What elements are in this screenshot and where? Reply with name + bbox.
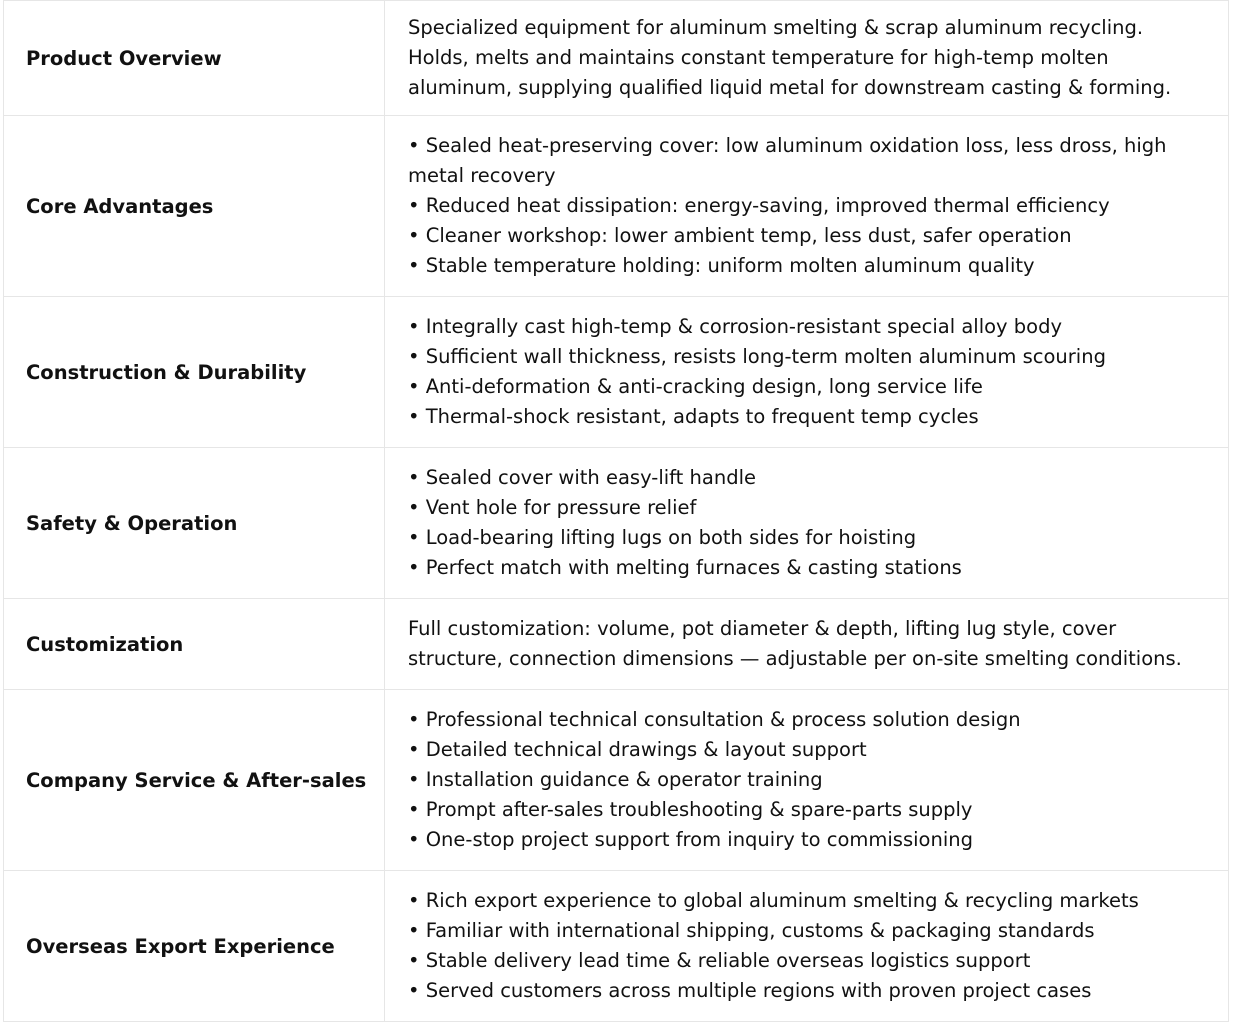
table-row <box>4 297 1229 448</box>
bullet-item: • Stable temperature holding: uniform molten aluminum quality <box>408 254 1035 277</box>
row-value <box>385 297 1229 448</box>
bullet-item: • Sealed cover with easy-lift handle <box>408 466 756 489</box>
row-value <box>385 599 1229 690</box>
bullet-item: • Load-bearing lifting lugs on both sides for hoisting <box>408 526 917 549</box>
bullet-item: • Cleaner workshop: lower ambient temp, less dust, safer operation <box>408 224 1072 247</box>
bullet-item: • Perfect match with melting furnaces & casting stations <box>408 556 962 579</box>
bullet-item: • Thermal-shock resistant, adapts to frequent temp cycles <box>408 405 979 428</box>
bullet-item: • Rich export experience to global aluminum smelting & recycling markets <box>408 889 1139 912</box>
bullet-item: • Familiar with international shipping, customs & packaging standards <box>408 919 1095 942</box>
row-value <box>385 116 1229 297</box>
bullet-item: • Prompt after-sales troubleshooting & spare-parts supply <box>408 798 973 821</box>
value-line: Specialized equipment for aluminum smelting & scrap aluminum recycling. Holds, melts and maintains constant temperature for high-temp molten aluminum, supplying qualified liquid metal for downstream casting & forming. <box>408 16 1172 99</box>
row-label: Construction & Durability <box>4 297 385 448</box>
row-label: Product Overview <box>4 1 385 116</box>
table-row <box>4 448 1229 599</box>
table-row <box>4 116 1229 297</box>
bullet-item: • Installation guidance & operator training <box>408 768 823 791</box>
bullet-item: • Reduced heat dissipation: energy-saving, improved thermal efficiency <box>408 194 1110 217</box>
table-row <box>4 599 1229 690</box>
bullet-item: • Anti-deformation & anti-cracking design, long service life <box>408 375 983 398</box>
bullet-item: • Vent hole for pressure relief <box>408 496 697 519</box>
value-line: Full customization: volume, pot diameter & depth, lifting lug style, cover structure, connection dimensions — adjustable per on-site smelting conditions. <box>408 617 1182 670</box>
bullet-item: • Sufficient wall thickness, resists long-term molten aluminum scouring <box>408 345 1106 368</box>
table-row <box>4 1 1229 116</box>
row-value <box>385 871 1229 1022</box>
row-value <box>385 690 1229 871</box>
row-label: Core Advantages <box>4 116 385 297</box>
spec-table <box>3 0 1229 1022</box>
row-label: Overseas Export Experience <box>4 871 385 1022</box>
bullet-item: • Sealed heat-preserving cover: low aluminum oxidation loss, less dross, high metal recovery <box>408 134 1167 187</box>
table-row <box>4 690 1229 871</box>
row-label: Customization <box>4 599 385 690</box>
bullet-item: • One-stop project support from inquiry to commissioning <box>408 828 973 851</box>
row-value <box>385 448 1229 599</box>
bullet-item: • Stable delivery lead time & reliable overseas logistics support <box>408 949 1031 972</box>
bullet-item: • Detailed technical drawings & layout support <box>408 738 867 761</box>
row-label: Company Service & After-sales <box>4 690 385 871</box>
row-value <box>385 1 1229 116</box>
row-label: Safety & Operation <box>4 448 385 599</box>
bullet-item: • Integrally cast high-temp & corrosion-resistant special alloy body <box>408 315 1063 338</box>
table-row <box>4 871 1229 1022</box>
bullet-item: • Professional technical consultation & process solution design <box>408 708 1021 731</box>
bullet-item: • Served customers across multiple regions with proven project cases <box>408 979 1092 1002</box>
